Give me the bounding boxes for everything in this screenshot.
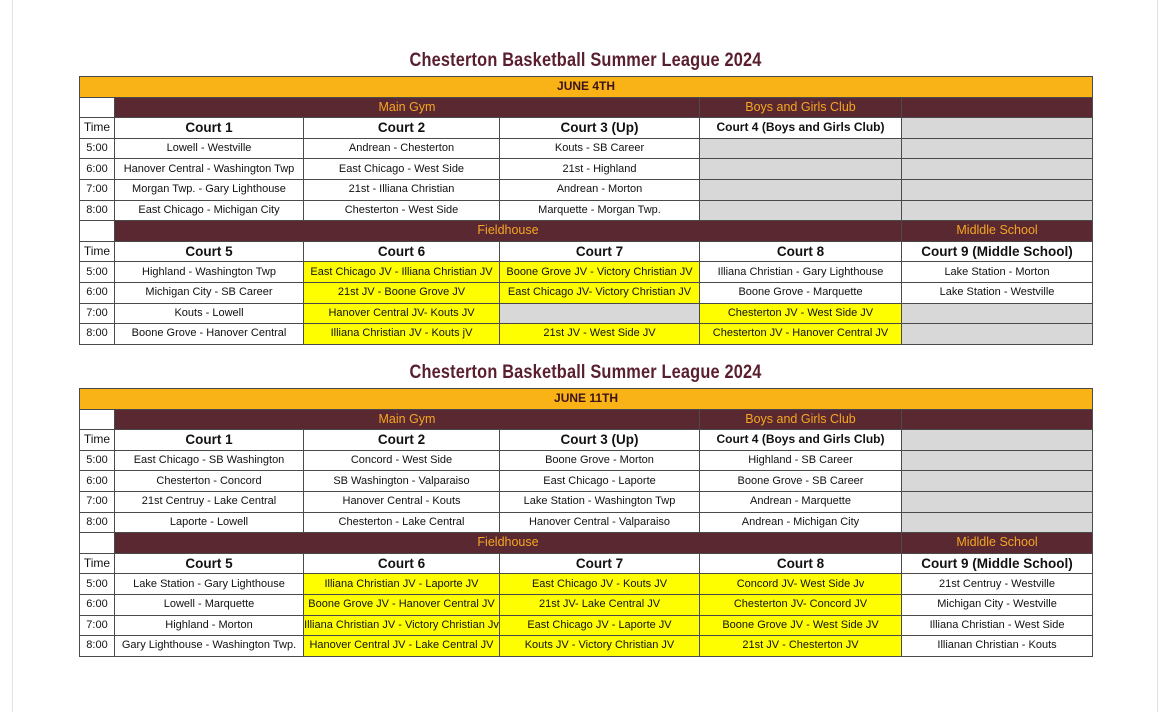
venue-main-gym: Main Gym bbox=[115, 97, 700, 118]
game-cell-jv: East Chicago JV - Illiana Christian JV bbox=[304, 262, 500, 283]
court-header: Court 8 bbox=[700, 241, 902, 262]
time-cell: 6:00 bbox=[80, 471, 115, 492]
game-cell-jv: Concord JV- West Side Jv bbox=[700, 574, 902, 595]
venue-boys-girls-club: Boys and Girls Club bbox=[700, 409, 902, 430]
game-cell: East Chicago - SB Washington bbox=[115, 450, 304, 471]
empty-cell bbox=[902, 200, 1093, 221]
empty-cell bbox=[700, 179, 902, 200]
venue-row-bottom bbox=[80, 221, 1093, 242]
empty-cell bbox=[902, 138, 1093, 159]
court-header: Court 1 bbox=[115, 118, 304, 139]
empty-cell bbox=[902, 324, 1093, 345]
game-cell: Kouts - Lowell bbox=[115, 303, 304, 324]
game-cell: Lake Station - Westville bbox=[902, 282, 1093, 303]
game-cell: East Chicago - Laporte bbox=[500, 471, 700, 492]
court-header: Court 5 bbox=[115, 553, 304, 574]
game-row bbox=[80, 159, 1093, 180]
game-cell: Boone Grove - Hanover Central bbox=[115, 324, 304, 345]
empty-cell bbox=[700, 138, 902, 159]
game-cell-jv: Boone Grove JV - West Side JV bbox=[700, 615, 902, 636]
game-row bbox=[80, 200, 1093, 221]
court-header: Court 4 (Boys and Girls Club) bbox=[700, 118, 902, 139]
game-cell: Kouts - SB Career bbox=[500, 138, 700, 159]
game-cell: Lake Station - Morton bbox=[902, 262, 1093, 283]
venue-empty bbox=[902, 97, 1093, 118]
game-cell: Andrean - Chesterton bbox=[304, 138, 500, 159]
game-cell-jv: Chesterton JV- Concord JV bbox=[700, 594, 902, 615]
game-cell: Chesterton - West Side bbox=[304, 200, 500, 221]
court-header: Court 6 bbox=[304, 553, 500, 574]
game-cell-jv: East Chicago JV - Kouts JV bbox=[500, 574, 700, 595]
venue-fieldhouse: Fieldhouse bbox=[115, 221, 902, 242]
venue-blank bbox=[80, 533, 115, 554]
court-header: Court 4 (Boys and Girls Club) bbox=[700, 430, 902, 451]
empty-cell bbox=[500, 303, 700, 324]
time-cell: 5:00 bbox=[80, 574, 115, 595]
game-row bbox=[80, 636, 1093, 657]
game-cell-jv: Boone Grove JV - Victory Christian JV bbox=[500, 262, 700, 283]
game-cell-jv: 21st JV- Lake Central JV bbox=[500, 594, 700, 615]
court-header: Court 9 (Middle School) bbox=[902, 241, 1093, 262]
venue-blank bbox=[80, 97, 115, 118]
time-cell: 6:00 bbox=[80, 594, 115, 615]
date-label: JUNE 11TH bbox=[80, 389, 1093, 410]
game-cell: Highland - Washington Twp bbox=[115, 262, 304, 283]
court-header-row-bottom bbox=[80, 241, 1093, 262]
time-cell: 8:00 bbox=[80, 636, 115, 657]
empty-cell bbox=[700, 159, 902, 180]
time-cell: 7:00 bbox=[80, 491, 115, 512]
game-cell-jv: Illiana Christian JV - Laporte JV bbox=[304, 574, 500, 595]
venue-main-gym: Main Gym bbox=[115, 409, 700, 430]
empty-cell bbox=[700, 200, 902, 221]
game-row bbox=[80, 303, 1093, 324]
venue-row-top bbox=[80, 97, 1093, 118]
court-header: Court 7 bbox=[500, 553, 700, 574]
time-header: Time bbox=[80, 553, 115, 574]
game-cell: Boone Grove - Morton bbox=[500, 450, 700, 471]
venue-boys-girls-club: Boys and Girls Club bbox=[700, 97, 902, 118]
game-cell: Illiana Christian - Gary Lighthouse bbox=[700, 262, 902, 283]
court-header: Court 3 (Up) bbox=[500, 430, 700, 451]
empty-cell bbox=[902, 303, 1093, 324]
court-header-row-top bbox=[80, 430, 1093, 451]
game-cell: Chesterton - Lake Central bbox=[304, 512, 500, 533]
game-cell: Highland - SB Career bbox=[700, 450, 902, 471]
empty-cell bbox=[902, 512, 1093, 533]
game-cell-jv: 21st JV - Boone Grove JV bbox=[304, 282, 500, 303]
empty-cell bbox=[902, 430, 1093, 451]
time-cell: 7:00 bbox=[80, 615, 115, 636]
game-cell: Andrean - Michigan City bbox=[700, 512, 902, 533]
time-cell: 7:00 bbox=[80, 303, 115, 324]
game-cell: Michigan City - SB Career bbox=[115, 282, 304, 303]
game-cell-jv: Chesterton JV - West Side JV bbox=[700, 303, 902, 324]
empty-cell bbox=[902, 159, 1093, 180]
time-cell: 6:00 bbox=[80, 282, 115, 303]
game-row bbox=[80, 594, 1093, 615]
game-row bbox=[80, 282, 1093, 303]
date-label: JUNE 4TH bbox=[80, 77, 1093, 98]
game-row bbox=[80, 450, 1093, 471]
game-row bbox=[80, 615, 1093, 636]
time-header: Time bbox=[80, 118, 115, 139]
time-header: Time bbox=[80, 241, 115, 262]
game-row bbox=[80, 324, 1093, 345]
court-header: Court 5 bbox=[115, 241, 304, 262]
time-cell: 8:00 bbox=[80, 200, 115, 221]
venue-empty bbox=[902, 409, 1093, 430]
schedule-table-june-4 bbox=[79, 76, 1093, 345]
date-row bbox=[80, 77, 1093, 98]
game-row bbox=[80, 179, 1093, 200]
game-cell-jv: East Chicago JV- Victory Christian JV bbox=[500, 282, 700, 303]
game-cell: Highland - Morton bbox=[115, 615, 304, 636]
game-cell-jv: 21st JV - West Side JV bbox=[500, 324, 700, 345]
game-cell: East Chicago - Michigan City bbox=[115, 200, 304, 221]
game-cell: Hanover Central - Washington Twp bbox=[115, 159, 304, 180]
time-cell: 5:00 bbox=[80, 450, 115, 471]
game-row bbox=[80, 512, 1093, 533]
game-cell: SB Washington - Valparaiso bbox=[304, 471, 500, 492]
game-cell: Hanover Central - Valparaiso bbox=[500, 512, 700, 533]
game-cell: Illianan Christian - Kouts bbox=[902, 636, 1093, 657]
court-header: Court 7 bbox=[500, 241, 700, 262]
time-cell: 8:00 bbox=[80, 512, 115, 533]
game-cell: Lowell - Marquette bbox=[115, 594, 304, 615]
venue-blank bbox=[80, 221, 115, 242]
court-header-row-bottom bbox=[80, 553, 1093, 574]
game-cell-jv: 21st JV - Chesterton JV bbox=[700, 636, 902, 657]
game-cell-jv: Chesterton JV - Hanover Central JV bbox=[700, 324, 902, 345]
court-header: Court 2 bbox=[304, 118, 500, 139]
court-header: Court 6 bbox=[304, 241, 500, 262]
time-cell: 6:00 bbox=[80, 159, 115, 180]
game-cell-jv: Kouts JV - Victory Christian JV bbox=[500, 636, 700, 657]
game-cell: Andrean - Marquette bbox=[700, 491, 902, 512]
time-header: Time bbox=[80, 430, 115, 451]
time-cell: 5:00 bbox=[80, 138, 115, 159]
schedule-table-june-11 bbox=[79, 388, 1093, 657]
empty-cell bbox=[902, 118, 1093, 139]
game-row bbox=[80, 471, 1093, 492]
game-cell: Lake Station - Gary Lighthouse bbox=[115, 574, 304, 595]
court-header: Court 9 (Middle School) bbox=[902, 553, 1093, 574]
game-cell: Gary Lighthouse - Washington Twp. bbox=[115, 636, 304, 657]
page-edge-left bbox=[12, 0, 13, 712]
court-header: Court 2 bbox=[304, 430, 500, 451]
date-row bbox=[80, 389, 1093, 410]
game-row bbox=[80, 491, 1093, 512]
court-header: Court 8 bbox=[700, 553, 902, 574]
game-cell: Andrean - Morton bbox=[500, 179, 700, 200]
page-edge-right bbox=[1157, 0, 1158, 712]
game-cell-jv: East Chicago JV - Laporte JV bbox=[500, 615, 700, 636]
game-cell-jv: Boone Grove JV - Hanover Central JV bbox=[304, 594, 500, 615]
game-cell: Chesterton - Concord bbox=[115, 471, 304, 492]
game-cell: 21st - Highland bbox=[500, 159, 700, 180]
game-cell-jv: Illiana Christian JV - Victory Christian Jv bbox=[304, 615, 500, 636]
venue-row-top bbox=[80, 409, 1093, 430]
time-cell: 8:00 bbox=[80, 324, 115, 345]
venue-middle-school: Midldle School bbox=[902, 221, 1093, 242]
game-cell: Hanover Central - Kouts bbox=[304, 491, 500, 512]
time-cell: 7:00 bbox=[80, 179, 115, 200]
time-cell: 5:00 bbox=[80, 262, 115, 283]
empty-cell bbox=[902, 179, 1093, 200]
game-cell: 21st Centruy - Westville bbox=[902, 574, 1093, 595]
game-cell: 21st Centruy - Lake Central bbox=[115, 491, 304, 512]
game-cell: Lake Station - Washington Twp bbox=[500, 491, 700, 512]
game-cell: Laporte - Lowell bbox=[115, 512, 304, 533]
game-cell: East Chicago - West Side bbox=[304, 159, 500, 180]
game-cell-jv: Hanover Central JV - Lake Central JV bbox=[304, 636, 500, 657]
game-cell: 21st - Illiana Christian bbox=[304, 179, 500, 200]
game-cell-jv: Illiana Christian JV - Kouts jV bbox=[304, 324, 500, 345]
venue-middle-school: Midldle School bbox=[902, 533, 1093, 554]
game-cell-jv: Hanover Central JV- Kouts JV bbox=[304, 303, 500, 324]
game-cell: Morgan Twp. - Gary Lighthouse bbox=[115, 179, 304, 200]
game-cell: Boone Grove - SB Career bbox=[700, 471, 902, 492]
empty-cell bbox=[902, 450, 1093, 471]
game-row bbox=[80, 262, 1093, 283]
court-header-row-top bbox=[80, 118, 1093, 139]
game-cell: Michigan City - Westville bbox=[902, 594, 1093, 615]
court-header: Court 1 bbox=[115, 430, 304, 451]
game-cell: Lowell - Westville bbox=[115, 138, 304, 159]
empty-cell bbox=[902, 491, 1093, 512]
game-cell: Illiana Christian - West Side bbox=[902, 615, 1093, 636]
empty-cell bbox=[902, 471, 1093, 492]
game-cell: Boone Grove - Marquette bbox=[700, 282, 902, 303]
game-cell: Marquette - Morgan Twp. bbox=[500, 200, 700, 221]
schedule-title-1: Chesterton Basketball Summer League 2024 bbox=[409, 50, 762, 71]
venue-row-bottom bbox=[80, 533, 1093, 554]
game-cell: Concord - West Side bbox=[304, 450, 500, 471]
court-header: Court 3 (Up) bbox=[500, 118, 700, 139]
game-row bbox=[80, 138, 1093, 159]
venue-fieldhouse: Fieldhouse bbox=[115, 533, 902, 554]
venue-blank bbox=[80, 409, 115, 430]
schedule-title-2: Chesterton Basketball Summer League 2024 bbox=[409, 362, 762, 383]
game-row bbox=[80, 574, 1093, 595]
